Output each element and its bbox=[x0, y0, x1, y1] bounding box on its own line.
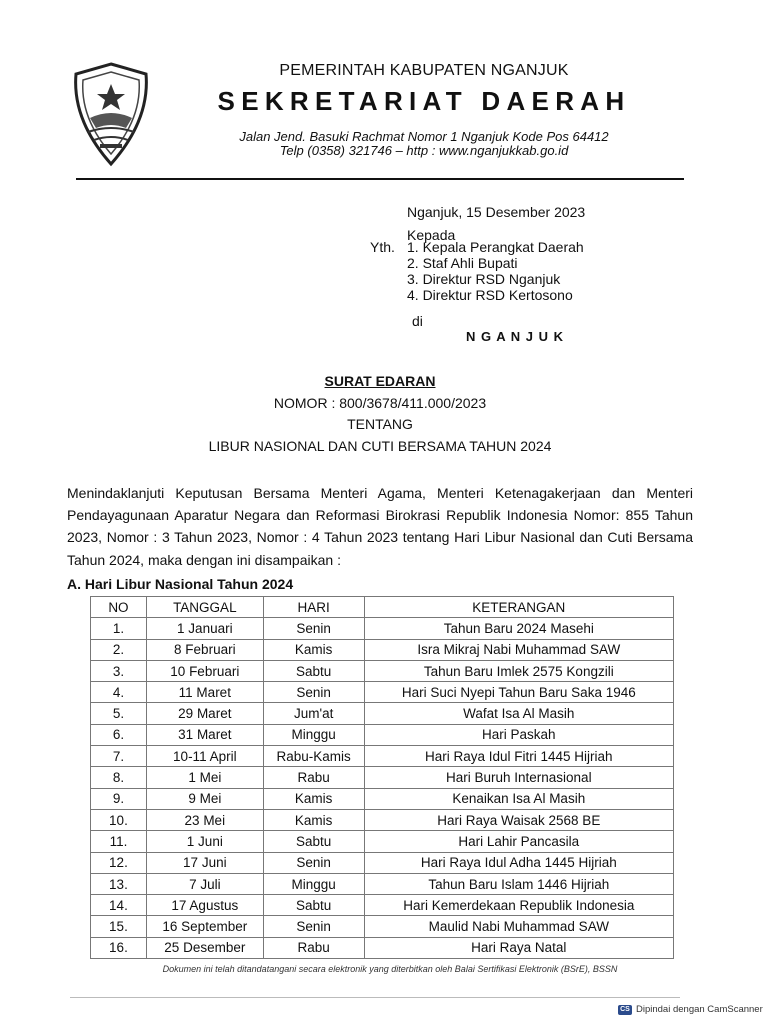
table-row bbox=[91, 767, 674, 788]
office-address: Jalan Jend. Basuki Rachmat Nomor 1 Nganjuk Kode Pos 64412 bbox=[239, 129, 609, 144]
cell-day: Sabtu bbox=[263, 831, 364, 852]
cell-date: 29 Maret bbox=[146, 703, 263, 724]
cell-date: 23 Mei bbox=[146, 809, 263, 830]
footer-divider bbox=[70, 997, 680, 998]
list-item: 3. Direktur RSD Nganjuk bbox=[407, 271, 561, 287]
cell-description: Tahun Baru Imlek 2575 Kongzili bbox=[364, 660, 673, 681]
cell-day: Kamis bbox=[263, 809, 364, 830]
cell-description: Maulid Nabi Muhammad SAW bbox=[364, 916, 673, 937]
office-contact: Telp (0358) 321746 – http : www.nganjukkab.go.id bbox=[279, 143, 569, 158]
cell-day: Rabu bbox=[263, 767, 364, 788]
cell-no: 13. bbox=[91, 873, 147, 894]
cell-day: Minggu bbox=[263, 873, 364, 894]
destination-city: N G A N J U K bbox=[466, 329, 564, 344]
cell-no: 10. bbox=[91, 809, 147, 830]
cell-description: Hari Paskah bbox=[364, 724, 673, 745]
cell-date: 25 Desember bbox=[146, 937, 263, 958]
cell-no: 14. bbox=[91, 895, 147, 916]
table-row bbox=[91, 746, 674, 767]
letter-number: NOMOR : 800/3678/411.000/2023 bbox=[273, 395, 487, 411]
cell-day: Senin bbox=[263, 618, 364, 639]
cell-no: 7. bbox=[91, 746, 147, 767]
cell-date: 7 Juli bbox=[146, 873, 263, 894]
cell-date: 31 Maret bbox=[146, 724, 263, 745]
col-header-description: KETERANGAN bbox=[364, 597, 673, 618]
table-row bbox=[91, 682, 674, 703]
cell-date: 1 Mei bbox=[146, 767, 263, 788]
list-item: 2. Staf Ahli Bupati bbox=[407, 255, 518, 271]
cell-no: 16. bbox=[91, 937, 147, 958]
section-a-title: A. Hari Libur Nasional Tahun 2024 bbox=[67, 576, 294, 592]
cell-no: 12. bbox=[91, 852, 147, 873]
cell-date: 11 Maret bbox=[146, 682, 263, 703]
camscanner-logo-icon: CS bbox=[618, 1005, 632, 1015]
cell-date: 10-11 April bbox=[146, 746, 263, 767]
cell-description: Hari Raya Waisak 2568 BE bbox=[364, 809, 673, 830]
cell-no: 3. bbox=[91, 660, 147, 681]
cell-date: 16 September bbox=[146, 916, 263, 937]
cell-day: Senin bbox=[263, 852, 364, 873]
to-label: Kepada bbox=[407, 227, 456, 243]
cell-no: 11. bbox=[91, 831, 147, 852]
government-name: PEMERINTAH KABUPATEN NGANJUK bbox=[279, 62, 569, 79]
yth-label: Yth. bbox=[370, 239, 395, 255]
cell-description: Hari Buruh Internasional bbox=[364, 767, 673, 788]
cell-date: 17 Agustus bbox=[146, 895, 263, 916]
cell-date: 1 Juni bbox=[146, 831, 263, 852]
table-row bbox=[91, 724, 674, 745]
cell-description: Kenaikan Isa Al Masih bbox=[364, 788, 673, 809]
table-row bbox=[91, 788, 674, 809]
cell-day: Senin bbox=[263, 916, 364, 937]
recipient-list bbox=[407, 239, 584, 303]
table-row bbox=[91, 895, 674, 916]
cell-day: Kamis bbox=[263, 639, 364, 660]
cell-no: 4. bbox=[91, 682, 147, 703]
cell-day: Rabu bbox=[263, 937, 364, 958]
cell-day: Sabtu bbox=[263, 895, 364, 916]
list-item: 4. Direktur RSD Kertosono bbox=[407, 287, 573, 303]
cell-no: 15. bbox=[91, 916, 147, 937]
table-row bbox=[91, 809, 674, 830]
cell-no: 8. bbox=[91, 767, 147, 788]
cell-description: Hari Lahir Pancasila bbox=[364, 831, 673, 852]
cell-no: 6. bbox=[91, 724, 147, 745]
intro-paragraph: Menindaklanjuti Keputusan Bersama Menteri Agama, Menteri Ketenagakerjaan dan Menteri Pendayagunaan Aparatur Negara dan Reformasi Birokrasi Republik Indonesia Nomor: 855 Tahun 2023, Nomor : 3 Tahun 2023, Nomor : 4 Tahun 2023 tentang Hari Libur Nasional dan Cuti Bersama Tahun 2024, maka dengan ini disampaikan : bbox=[67, 485, 693, 568]
cell-date: 9 Mei bbox=[146, 788, 263, 809]
col-header-date: TANGGAL bbox=[146, 597, 263, 618]
cell-day: Minggu bbox=[263, 724, 364, 745]
table-header-row bbox=[91, 597, 674, 618]
holiday-table bbox=[90, 596, 674, 959]
camscanner-watermark bbox=[618, 1004, 763, 1015]
cell-description: Tahun Baru Islam 1446 Hijriah bbox=[364, 873, 673, 894]
list-item: 1. Kepala Perangkat Daerah bbox=[407, 239, 584, 255]
esign-note: Dokumen ini telah ditandatangani secara elektronik yang diterbitkan oleh Balai Sertifikasi Elektronik (BSrE), BSSN bbox=[162, 964, 618, 974]
regency-emblem-icon bbox=[66, 60, 156, 168]
cell-date: 10 Februari bbox=[146, 660, 263, 681]
cell-date: 8 Februari bbox=[146, 639, 263, 660]
cell-date: 1 Januari bbox=[146, 618, 263, 639]
table-row bbox=[91, 916, 674, 937]
cell-day: Rabu-Kamis bbox=[263, 746, 364, 767]
cell-day: Sabtu bbox=[263, 660, 364, 681]
table-row bbox=[91, 937, 674, 958]
letterhead-divider bbox=[76, 178, 684, 180]
cell-description: Isra Mikraj Nabi Muhammad SAW bbox=[364, 639, 673, 660]
cell-day: Senin bbox=[263, 682, 364, 703]
cell-description: Hari Raya Natal bbox=[364, 937, 673, 958]
about-text: LIBUR NASIONAL DAN CUTI BERSAMA TAHUN 2024 bbox=[208, 438, 552, 454]
office-name: SEKRETARIAT DAERAH bbox=[217, 86, 631, 116]
table-row bbox=[91, 618, 674, 639]
table-row bbox=[91, 873, 674, 894]
col-header-day: HARI bbox=[263, 597, 364, 618]
cell-description: Wafat Isa Al Masih bbox=[364, 703, 673, 724]
about-label: TENTANG bbox=[347, 416, 413, 432]
letterhead-contact bbox=[200, 130, 648, 158]
cell-no: 9. bbox=[91, 788, 147, 809]
table-row bbox=[91, 831, 674, 852]
letter-type: SURAT EDARAN bbox=[324, 373, 436, 389]
cell-no: 2. bbox=[91, 639, 147, 660]
cell-description: Hari Suci Nyepi Tahun Baru Saka 1946 bbox=[364, 682, 673, 703]
table-row bbox=[91, 660, 674, 681]
cell-description: Hari Raya Idul Fitri 1445 Hijriah bbox=[364, 746, 673, 767]
col-header-no: NO bbox=[91, 597, 147, 618]
cell-no: 1. bbox=[91, 618, 147, 639]
cell-date: 17 Juni bbox=[146, 852, 263, 873]
table-row bbox=[91, 703, 674, 724]
table-row bbox=[91, 852, 674, 873]
table-row bbox=[91, 639, 674, 660]
di-label: di bbox=[412, 313, 423, 329]
cell-description: Tahun Baru 2024 Masehi bbox=[364, 618, 673, 639]
cell-description: Hari Raya Idul Adha 1445 Hijriah bbox=[364, 852, 673, 873]
cell-description: Hari Kemerdekaan Republik Indonesia bbox=[364, 895, 673, 916]
cell-day: Kamis bbox=[263, 788, 364, 809]
cell-no: 5. bbox=[91, 703, 147, 724]
camscanner-text: Dipindai dengan CamScanner bbox=[636, 1004, 763, 1015]
cell-day: Jum'at bbox=[263, 703, 364, 724]
place-date: Nganjuk, 15 Desember 2023 bbox=[407, 204, 586, 220]
